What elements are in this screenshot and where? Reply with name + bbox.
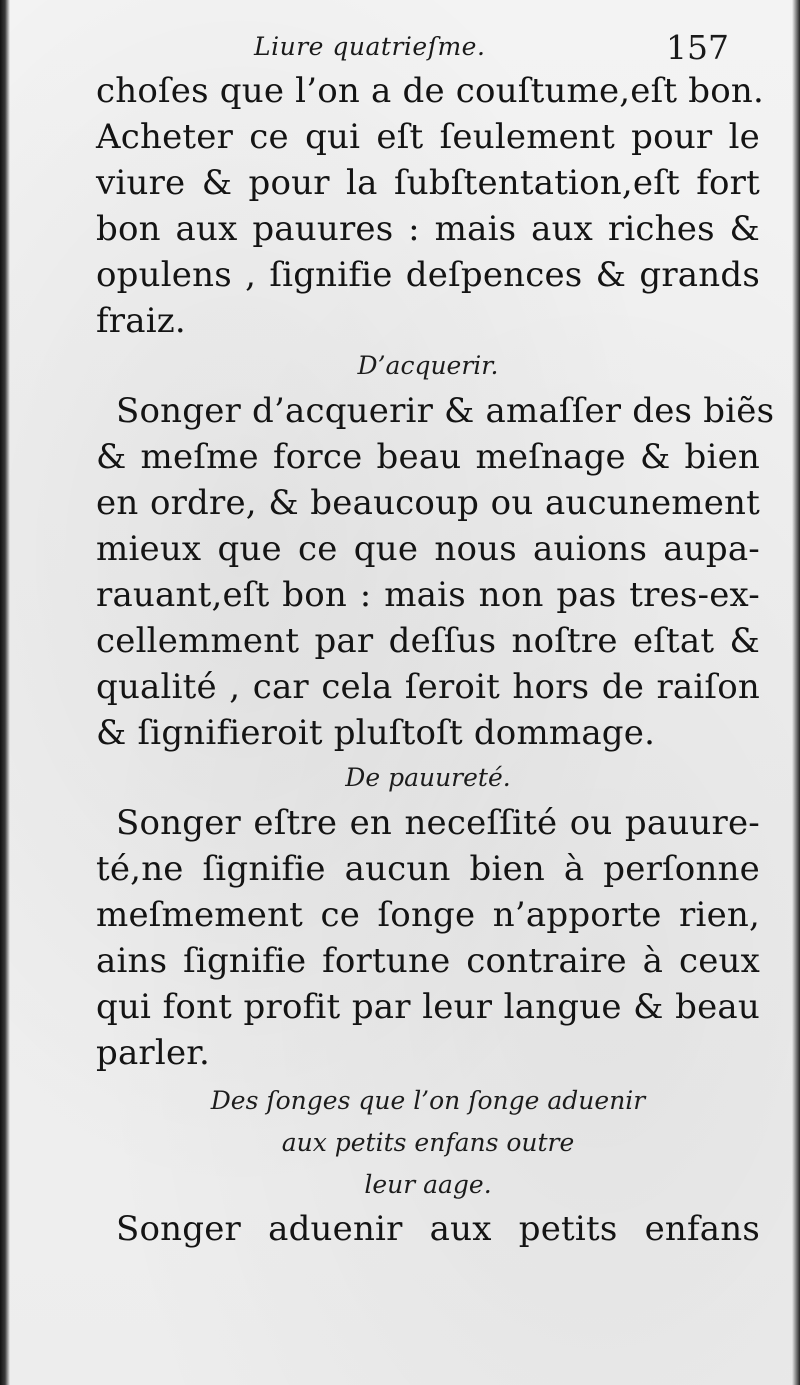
text-line: mieux que ce que nous auions aupa-	[96, 529, 760, 569]
heading-line: Des ſonges que l’on ſonge aduenir	[210, 1086, 646, 1115]
text-line: meſmement ce ſonge n’apporte rien,	[96, 895, 760, 935]
text-line: qui font profit par leur langue & beau	[96, 987, 760, 1027]
text-line: qualité , car cela ſeroit hors de raiſon	[96, 667, 760, 707]
text-line: fraiz.	[96, 301, 186, 341]
text-line: Songer aduenir aux petits enfans	[116, 1209, 760, 1249]
heading-line: leur aage.	[364, 1170, 492, 1199]
text-line: ains ſignifie fortune contraire à ceux	[96, 941, 760, 981]
text-line: opulens , ſignifie deſpences & grands	[96, 255, 760, 295]
page-left-edge-shadow	[0, 0, 10, 1385]
section-acquerir	[96, 388, 775, 756]
text-line: Acheter ce qui eſt ſeulement pour le	[96, 117, 760, 157]
text-line: parler.	[96, 1033, 211, 1073]
heading-line: aux petits enfans outre	[281, 1128, 575, 1157]
text-line: viure & pour la ſubſtentation,eſt fort	[96, 163, 760, 203]
text-line: & meſme force beau meſnage & bien	[96, 437, 760, 477]
section-heading-songes-enfans	[96, 1080, 760, 1206]
text-line: choſes que l’on a de couſtume,eſt bon.	[96, 71, 765, 111]
body-text	[96, 68, 775, 1252]
section-pauurete	[96, 800, 760, 1076]
paragraph-continuation	[96, 68, 765, 344]
text-line: cellemment par deſſus noſtre eſtat &	[96, 621, 760, 661]
running-head: Liure quatrieſme.	[254, 32, 486, 61]
text-line: Songer eſtre en neceſſité ou pauure-	[116, 803, 760, 843]
text-line: & ſignifieroit pluſtoſt dommage.	[96, 713, 656, 753]
section-heading-pauurete: De pauureté.	[345, 763, 511, 792]
section-heading-acquerir: D’acquerir.	[357, 351, 499, 380]
text-line: en ordre, & beaucoup ou aucunement	[96, 483, 760, 523]
text-line: bon aux pauures : mais aux riches &	[96, 209, 760, 249]
page-number: 157	[666, 28, 729, 67]
section-songes-enfans	[96, 1206, 760, 1252]
text-line: té,ne ſignifie aucun bien à perſonne	[96, 849, 760, 889]
page-right-edge-shadow	[792, 0, 800, 1385]
page-header	[0, 28, 800, 68]
text-line: Songer d’acquerir & amaſſer des biẽs	[116, 391, 775, 431]
text-line: rauant,eſt bon : mais non pas tres-ex-	[96, 575, 760, 615]
